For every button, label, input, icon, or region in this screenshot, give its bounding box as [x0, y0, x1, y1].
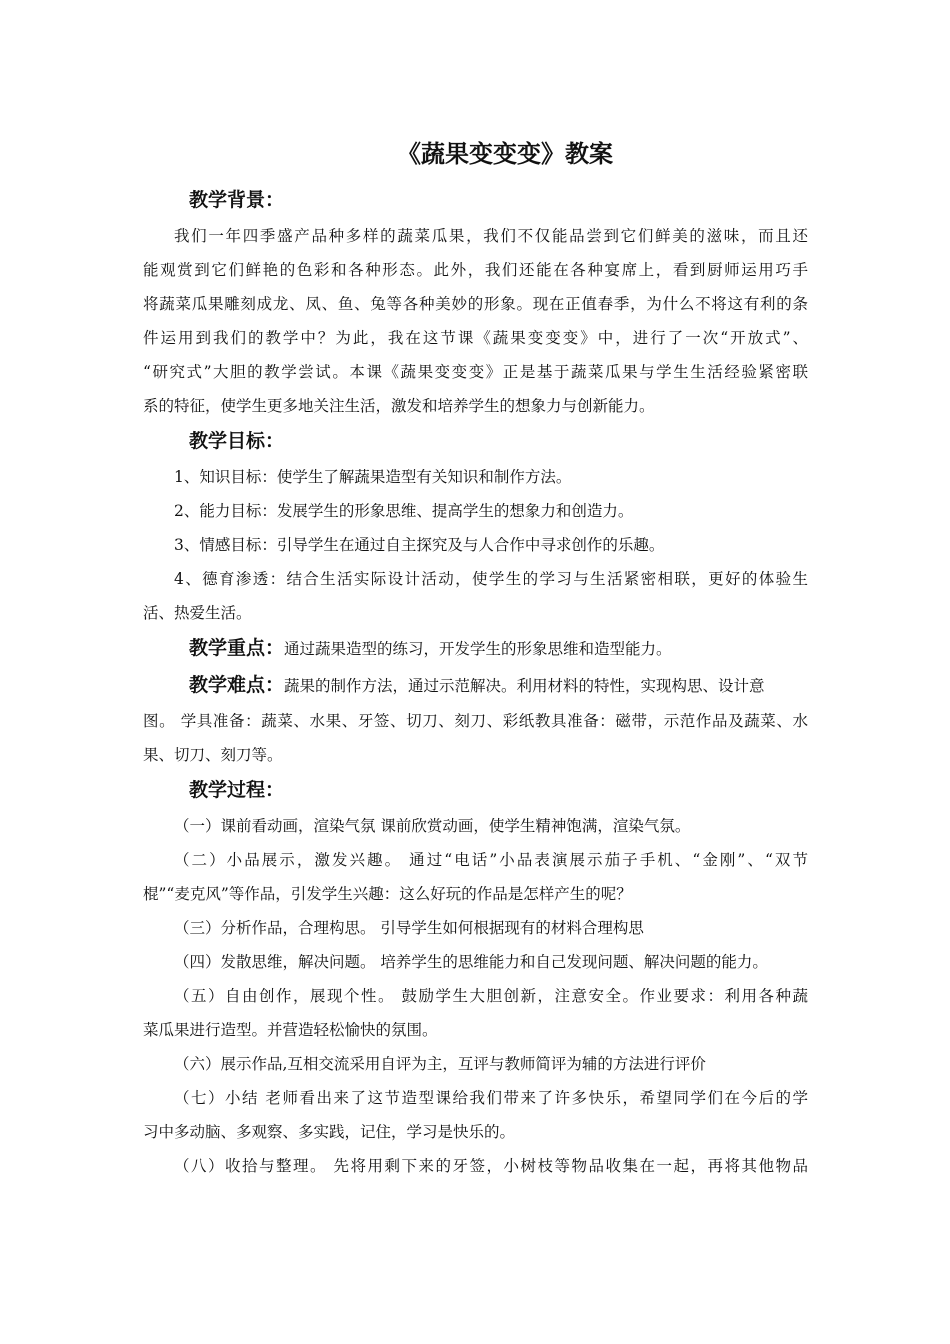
process-step-continued: 菜瓜果进行造型。并营造轻松愉快的氛围。 [143, 1021, 438, 1039]
process-step-continued: 棍”“麦克风”等作品，引发学生兴趣：这么好玩的作品是怎样产生的呢？ [143, 885, 632, 903]
process-step: （三）分析作品，合理构思。 引导学生如何根据现有的材料合理构思 [174, 919, 644, 937]
page-title: 《蔬果变变变》教案 [397, 140, 613, 168]
goal-item: 4、德育渗透：结合生活实际设计活动，使学生的学习与生活紧密相联，更好的体验生 [174, 570, 808, 588]
paragraph-line: 果、切刀、刻刀等。 [143, 746, 283, 764]
process-step: （六）展示作品,互相交流采用自评为主，互评与教师简评为辅的方法进行评价 [174, 1055, 706, 1073]
process-step: （四）发散思维，解决问题。 培养学生的思维能力和自己发现问题、解决问题的能力。 [174, 953, 768, 971]
section-heading-difficulties: 教学难点： [189, 674, 285, 696]
goal-item: 2、能力目标：发展学生的形象思维、提高学生的想象力和创造力。 [174, 502, 634, 520]
section-heading-goals: 教学目标： [189, 430, 285, 452]
document-body [143, 182, 808, 1183]
process-step: （七）小结 老师看出来了这节造型课给我们带来了许多快乐，希望同学们在今后的学 [174, 1089, 808, 1107]
paragraph-line: 我们一年四季盛产品种多样的蔬菜瓜果，我们不仅能品尝到它们鲜美的滋味，而且还 [174, 227, 808, 245]
section-heading-background: 教学背景： [189, 189, 285, 211]
goal-item-continued: 活、热爱生活。 [143, 604, 252, 622]
goal-item: 1、知识目标：使学生了解蔬果造型有关知识和制作方法。 [174, 468, 572, 486]
paragraph-line: 能观赏到它们鲜艳的色彩和各种形态。此外，我们还能在各种宴席上，看到厨师运用巧手 [143, 261, 808, 279]
section-heading-process: 教学过程： [189, 779, 285, 801]
process-step: （一）课前看动画，渲染气氛 课前欣赏动画，使学生精神饱满，渲染气氛。 [174, 817, 691, 835]
process-step: （八）收拾与整理。 先将用剩下来的牙签，小树枝等物品收集在一起，再将其他物品 [174, 1157, 808, 1175]
process-step-continued: 习中多动脑、多观察、多实践，记住，学习是快乐的。 [143, 1123, 516, 1141]
difficulties-text: 蔬果的制作方法，通过示范解决。利用材料的特性，实现构思、设计意 [284, 677, 765, 695]
paragraph-line: 系的特征，使学生更多地关注生活，激发和培养学生的想象力与创新能力。 [143, 397, 655, 415]
paragraph-line: 将蔬菜瓜果雕刻成龙、凤、鱼、兔等各种美妙的形象。现在正值春季，为什么不将这有利的条 [143, 295, 808, 313]
section-heading-key-points: 教学重点： [189, 637, 285, 659]
paragraph-line: 件运用到我们的教学中？为此，我在这节课《蔬果变变变》中，进行了一次“开放式”、 [143, 329, 808, 347]
paragraph-line: 图。 学具准备：蔬菜、水果、牙签、切刀、刻刀、彩纸教具准备：磁带，示范作品及蔬菜、水 [143, 712, 808, 730]
key-points-text: 通过蔬果造型的练习，开发学生的形象思维和造型能力。 [284, 640, 672, 658]
difficulties-line [143, 667, 808, 704]
paragraph-line: “研究式”大胆的教学尝试。本课《蔬果变变变》正是基于蔬菜瓜果与学生生活经验紧密联 [143, 363, 808, 381]
key-points-line [143, 630, 808, 667]
goal-item: 3、情感目标：引导学生在通过自主探究及与人合作中寻求创作的乐趣。 [174, 536, 665, 554]
process-step: （二）小品展示，激发兴趣。 通过“电话”小品表演展示茄子手机、“金刚”、“双节 [174, 851, 808, 869]
process-step: （五）自由创作，展现个性。 鼓励学生大胆创新，注意安全。作业要求：利用各种蔬 [174, 987, 808, 1005]
